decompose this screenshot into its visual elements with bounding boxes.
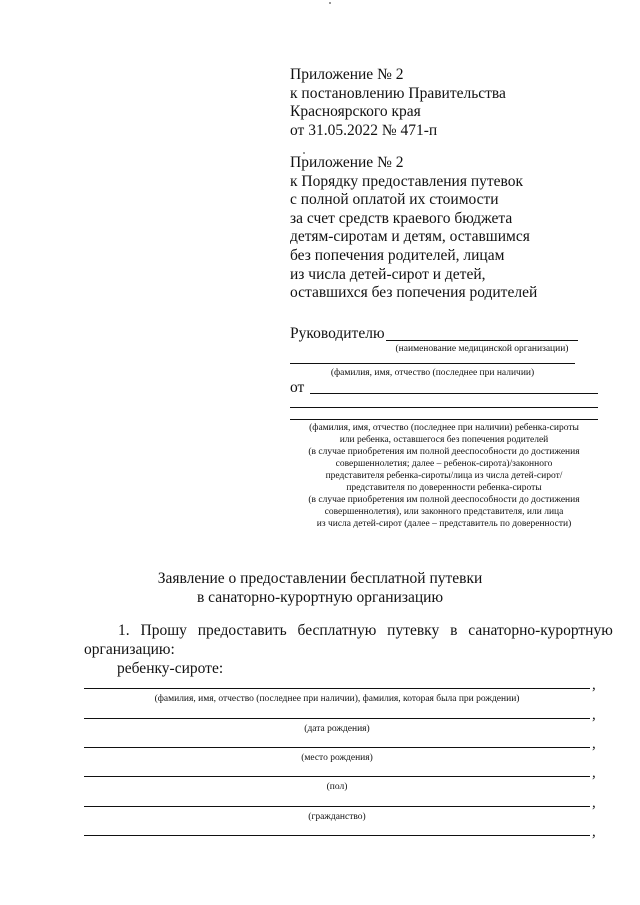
request-paragraph: 1. Прошу предоставить бесплатную путевку в санаторно-курортную (118, 622, 613, 639)
birth-date-caption: (дата рождения) (304, 724, 370, 734)
field-comma: , (592, 677, 596, 693)
appendix-header (290, 66, 506, 140)
appendix-order-line: оставшихся без попечения родителей (290, 284, 538, 302)
from-label: от (290, 379, 305, 396)
head-name-caption: (фамилия, имя, отчество (последнее при наличии) (330, 368, 535, 378)
field-comma: , (592, 795, 596, 811)
sex-caption: (пол) (326, 782, 348, 792)
appendix-order-line: детям-сиротам и детям, оставшимся (290, 228, 530, 246)
appendix-header-line: к постановлению Правительства (290, 84, 506, 102)
birth-place-caption: (место рождения) (301, 753, 373, 763)
applicant-name-field-2[interactable] (290, 407, 598, 408)
appendix-order-line: из числа детей-сирот и детей, (290, 265, 486, 283)
head-name-field[interactable] (290, 363, 575, 364)
child-full-name-caption: (фамилия, имя, отчество (последнее при наличии), фамилия, которая была при рождении) (154, 694, 520, 704)
appendix-order-line: за счет средств краевого бюджета (290, 209, 513, 227)
scan-speck (329, 2, 331, 4)
applicant-caption-line: (фамилия, имя, отчество (последнее при наличии) ребенка-сироты (309, 423, 579, 433)
request-paragraph-cont: организацию: (84, 641, 175, 658)
appendix-header-line: от 31.05.2022 № 471-п (290, 121, 438, 139)
field-comma: , (592, 707, 596, 723)
child-label: ребенку-сироте: (117, 660, 224, 677)
appendix-order (290, 154, 537, 303)
applicant-caption-line: совершеннолетия; далее – ребенок-сирота)/законного (335, 459, 553, 469)
appendix-order-line: без попечения родителей, лицам (290, 246, 505, 264)
citizenship-field[interactable] (84, 806, 590, 807)
field-comma: , (592, 824, 596, 840)
applicant-caption-line: (в случае приобретения им полной дееспособности до достижения (308, 495, 580, 505)
citizenship-caption: (гражданство) (308, 812, 366, 822)
document-title-line-1: Заявление о предоставлении бесплатной путевки (157, 570, 483, 587)
sex-field[interactable] (84, 776, 590, 777)
appendix-order-line: к Порядку предоставления путевок (290, 172, 524, 190)
applicant-caption-line: представителя по доверенности ребенка-сироты (346, 483, 542, 493)
child-full-name-field[interactable] (84, 688, 590, 689)
applicant-caption (284, 422, 604, 530)
field-comma: , (592, 765, 596, 781)
applicant-caption-line: или ребенка, оставшегося без попечения родителей (339, 435, 549, 445)
appendix-header-line: Приложение № 2 (290, 66, 404, 83)
appendix-header-line: Красноярского края (290, 103, 421, 121)
field-comma: , (592, 736, 596, 752)
applicant-name-field-3[interactable] (290, 419, 598, 420)
medical-organization-caption: (наименование медицинской организации) (395, 344, 569, 354)
appendix-order-line: с полной оплатой их стоимости (290, 191, 499, 209)
medical-organization-field[interactable] (386, 340, 578, 341)
appendix-order-line: Приложение № 2 (290, 154, 404, 171)
birth-place-field[interactable] (84, 747, 590, 748)
applicant-caption-line: совершеннолетия), или законного представителя, или лица (324, 507, 564, 517)
applicant-name-field-1[interactable] (310, 393, 598, 394)
applicant-caption-line: представителя ребенка-сироты/лица из числа детей-сирот/ (325, 471, 563, 481)
applicant-caption-line: (в случае приобретения им полной дееспособности до достижения (308, 447, 580, 457)
applicant-caption-line: из числа детей-сирот (далее – представитель по доверенности) (316, 519, 572, 529)
to-head-label: Руководителю (290, 325, 385, 342)
document-title-line-2: в санаторно-курортную организацию (196, 589, 444, 606)
birth-date-field[interactable] (84, 718, 590, 719)
extra-field[interactable] (84, 835, 590, 836)
